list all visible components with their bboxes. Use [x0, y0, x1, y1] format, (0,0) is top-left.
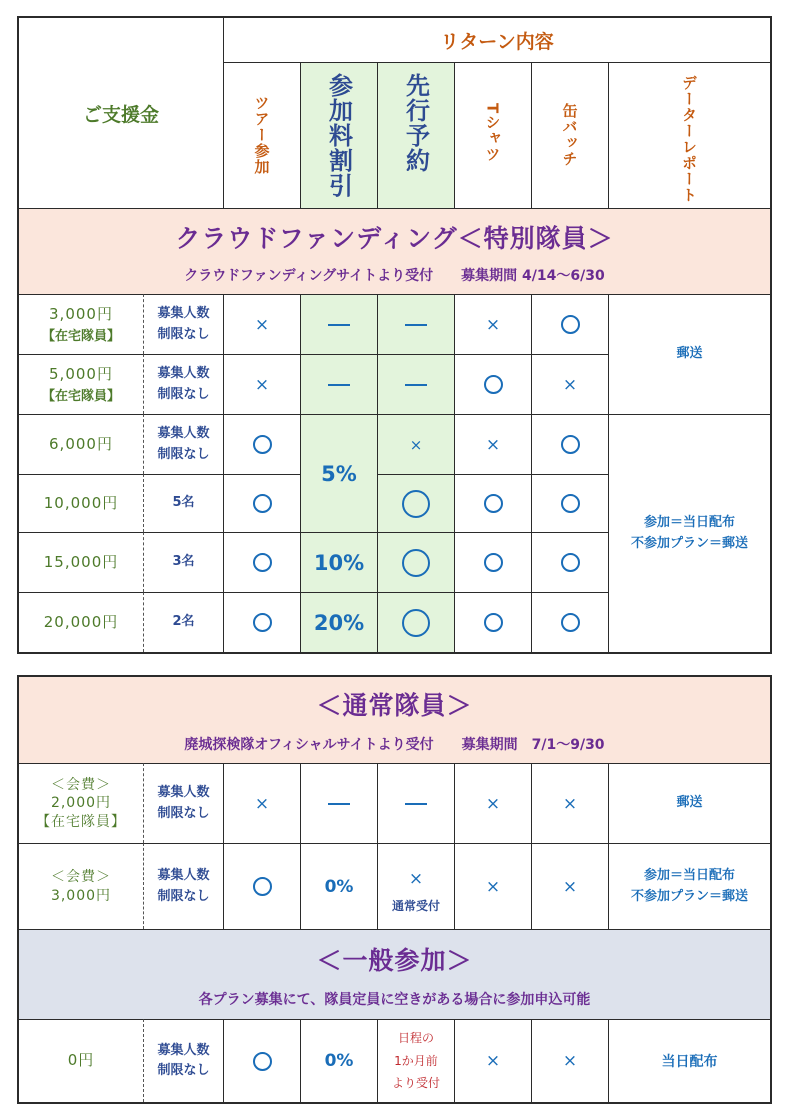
crowdfunding-table [17, 16, 772, 654]
circle-mark-large [402, 549, 430, 577]
cell-tour [223, 532, 300, 592]
regular-title: ＜通常隊員＞ [316, 691, 473, 720]
cross-mark: × [408, 869, 424, 889]
delivery-value: 郵送 [676, 795, 703, 811]
table-row-limit [143, 592, 223, 652]
delivery-value: 当日配布 [661, 1054, 718, 1070]
circle-mark [253, 613, 272, 632]
limit-value: 募集人数 制限なし [157, 426, 210, 462]
cell-tshirt [454, 354, 531, 414]
amount-value: 20,000円 [43, 612, 119, 631]
discount-value: 0% [324, 876, 354, 897]
reservation-note: 通常受付 [391, 899, 440, 913]
cell-tour [223, 294, 300, 354]
cell-reservation [377, 592, 454, 652]
cell-tour [223, 414, 300, 474]
limit-value: 募集人数 制限なし [157, 366, 210, 402]
col-badge-label: 缶バッチ [560, 103, 579, 167]
circle-mark [484, 375, 503, 394]
general-section-header [19, 929, 770, 1019]
circle-mark [253, 1052, 272, 1071]
table-row-amount [19, 532, 143, 592]
col-tshirt [454, 62, 531, 208]
support-amount-label: ご支援金 [82, 103, 159, 126]
col-reservation [377, 62, 454, 208]
dash-mark [405, 803, 427, 805]
limit-value: 3名 [172, 554, 195, 570]
limit-value: 募集人数 制限なし [157, 868, 210, 904]
cell-tour [223, 354, 300, 414]
table-row-limit [143, 294, 223, 354]
circle-mark [484, 553, 503, 572]
amount-value: ＜会費＞ 2,000円 【在宅隊員】 [36, 777, 126, 830]
cross-mark: × [485, 434, 501, 455]
cell-badge [531, 474, 608, 532]
cell-discount [300, 1019, 377, 1102]
circle-mark-large [402, 609, 430, 637]
circle-mark [561, 315, 580, 334]
amount-value: 15,000円 [43, 552, 119, 571]
cell-reservation [377, 843, 454, 929]
dash-mark [328, 324, 350, 326]
cell-tshirt [454, 532, 531, 592]
col-discount [300, 62, 377, 208]
table-row-amount [19, 414, 143, 474]
cross-mark: × [254, 374, 270, 395]
cell-report [608, 1019, 770, 1102]
col-discount-label: 参加料割引 [324, 73, 353, 198]
cell-reservation [377, 763, 454, 843]
cell-tshirt [454, 1019, 531, 1102]
cell-report-mail [608, 294, 770, 414]
circle-mark [561, 553, 580, 572]
amount-value: ＜会費＞ 3,000円 [50, 869, 112, 904]
circle-mark-large [402, 490, 430, 518]
cell-tour [223, 763, 300, 843]
cross-mark: × [254, 793, 270, 814]
table-row-amount [19, 763, 143, 843]
regular-subtitle: 廃城探検隊オフィシャルサイトより受付 募集期間 7/1〜9/30 [184, 737, 605, 753]
circle-mark [561, 613, 580, 632]
discount-20: 20% [313, 610, 365, 635]
crowdfunding-subtitle: クラウドファンディングサイトより受付 募集期間 4/14〜6/30 [184, 267, 605, 284]
cross-mark: × [562, 793, 578, 814]
delivery-value: 参加＝当日配布 不参加プラン＝郵送 [630, 868, 748, 904]
member-type: 【在宅隊員】 [41, 388, 120, 404]
circle-mark [484, 613, 503, 632]
col-tshirt-label: Tシャツ [483, 103, 502, 163]
limit-value: 募集人数 制限なし [157, 785, 210, 821]
cross-mark: × [562, 374, 578, 395]
cell-badge [531, 414, 608, 474]
table-row-amount [19, 1019, 143, 1102]
cross-mark: × [485, 876, 501, 897]
cell-discount [300, 592, 377, 652]
return-header [223, 18, 770, 62]
cell-tshirt [454, 763, 531, 843]
amount-value: 0円 [67, 1051, 95, 1070]
cell-badge [531, 843, 608, 929]
cross-mark: × [562, 876, 578, 897]
general-title: ＜一般参加＞ [316, 945, 473, 975]
col-report-label: データーレポート [680, 75, 698, 203]
cell-tshirt [454, 592, 531, 652]
return-label: リターン内容 [440, 30, 554, 53]
circle-mark [253, 494, 272, 513]
cross-mark: × [485, 314, 501, 335]
cell-report [608, 843, 770, 929]
regular-member-table [17, 675, 772, 1104]
cell-badge [531, 532, 608, 592]
cross-mark: × [485, 793, 501, 814]
dash-mark [328, 803, 350, 805]
cell-tour [223, 474, 300, 532]
cross-mark: × [562, 1051, 578, 1071]
limit-value: 2名 [172, 614, 195, 630]
table-row-amount [19, 474, 143, 532]
cell-report [608, 763, 770, 843]
col-badge [531, 62, 608, 208]
table-row-amount [19, 354, 143, 414]
limit-value: 募集人数 制限なし [157, 306, 210, 342]
col-tour-label: ツアー参加 [252, 95, 271, 175]
reservation-note: 日程の 1か月前 より受付 [391, 1030, 440, 1091]
delivery-mail: 郵送 [676, 346, 703, 362]
cell-reservation [377, 1019, 454, 1102]
member-type: 【在宅隊員】 [41, 328, 120, 344]
table-row-limit [143, 843, 223, 929]
cell-reservation [377, 294, 454, 354]
crowdfunding-title: クラウドファンディング＜特別隊員＞ [175, 223, 614, 253]
cell-reservation [377, 474, 454, 532]
discount-value: 0% [324, 1051, 354, 1071]
circle-mark [253, 553, 272, 572]
cell-reservation [377, 532, 454, 592]
cell-tour [223, 843, 300, 929]
amount-value: 5,000円 [49, 365, 113, 384]
cell-discount [300, 532, 377, 592]
table-row-limit [143, 1019, 223, 1102]
regular-section-header [19, 677, 770, 763]
support-amount-header [19, 18, 223, 208]
cell-tour [223, 592, 300, 652]
table-row-limit [143, 354, 223, 414]
table-row-amount [19, 843, 143, 929]
circle-mark [253, 877, 272, 896]
cell-discount [300, 843, 377, 929]
cell-discount [300, 354, 377, 414]
cell-tshirt [454, 294, 531, 354]
col-report [608, 62, 770, 208]
cell-discount-merged [300, 414, 377, 532]
cell-badge [531, 294, 608, 354]
cell-reservation [377, 414, 454, 474]
col-tour [223, 62, 300, 208]
circle-mark [561, 435, 580, 454]
limit-value: 募集人数 制限なし [157, 1042, 210, 1078]
cross-mark: × [485, 1051, 501, 1071]
discount-10: 10% [313, 550, 365, 575]
crowdfunding-section-header [19, 208, 770, 294]
cell-badge [531, 1019, 608, 1102]
cell-discount [300, 294, 377, 354]
general-subtitle: 各プラン募集にて、隊員定員に空きがある場合に参加申込可能 [198, 991, 591, 1008]
table-row-limit [143, 532, 223, 592]
circle-mark [561, 494, 580, 513]
cell-tshirt [454, 414, 531, 474]
table-row-amount [19, 592, 143, 652]
table-row-amount [19, 294, 143, 354]
limit-value: 5名 [172, 495, 195, 511]
cell-badge [531, 763, 608, 843]
col-reservation-label: 先行予約 [401, 73, 430, 173]
cell-discount [300, 763, 377, 843]
dash-mark [328, 384, 350, 386]
cell-badge [531, 592, 608, 652]
cross-mark: × [409, 435, 423, 454]
cell-tshirt [454, 474, 531, 532]
cell-tour [223, 1019, 300, 1102]
cell-tshirt [454, 843, 531, 929]
table-row-limit [143, 474, 223, 532]
circle-mark [484, 494, 503, 513]
cell-report-event [608, 414, 770, 652]
delivery-event: 参加＝当日配布 不参加プラン＝郵送 [630, 515, 748, 551]
amount-value: 6,000円 [49, 434, 113, 453]
dash-mark [405, 384, 427, 386]
table-row-limit [143, 763, 223, 843]
table-row-limit [143, 414, 223, 474]
cross-mark: × [254, 314, 270, 335]
discount-5: 5% [321, 461, 357, 486]
amount-value: 3,000円 [49, 305, 113, 324]
cell-reservation [377, 354, 454, 414]
dash-mark [405, 324, 427, 326]
circle-mark [253, 435, 272, 454]
cell-badge [531, 354, 608, 414]
amount-value: 10,000円 [43, 493, 119, 512]
